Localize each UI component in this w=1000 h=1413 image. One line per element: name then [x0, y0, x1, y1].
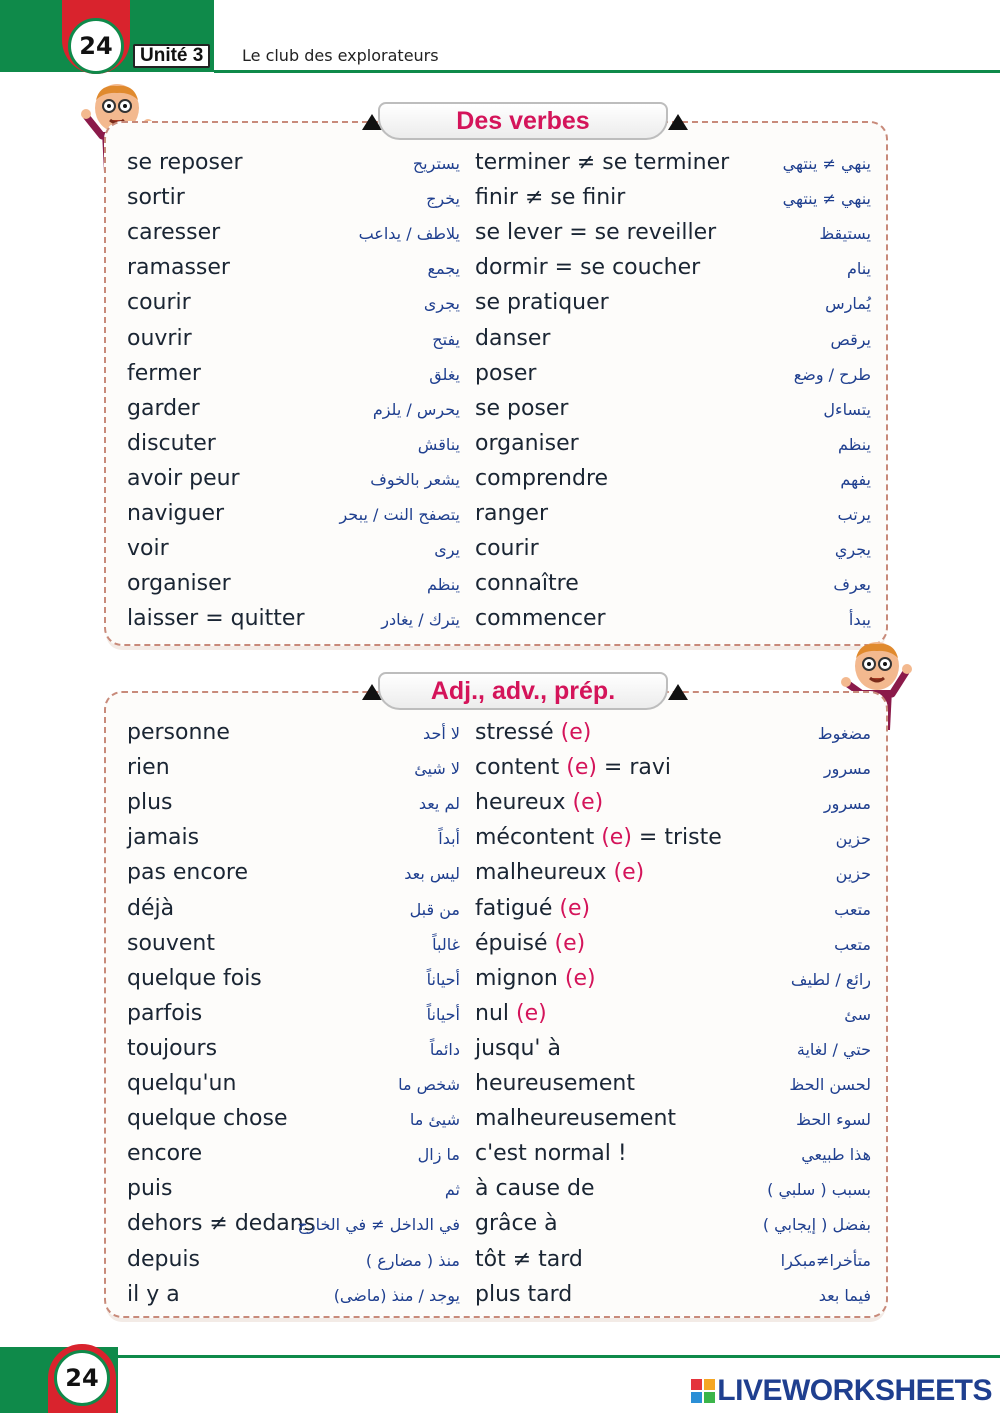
word-arabic-right: لسوء الحظ: [796, 1110, 871, 1130]
verb-french-left: [127, 253, 230, 283]
verb-arabic-left: يلاطف / يداعب: [358, 224, 460, 244]
french-text: malheureux: [475, 860, 614, 886]
footer-divider: [118, 1355, 1000, 1358]
word-french-left: [127, 1174, 172, 1204]
word-arabic-right: حزين: [835, 864, 871, 884]
verb-french-left: [127, 604, 304, 634]
word-french-left: [127, 1034, 217, 1064]
word-arabic-left: في الداخل ≠ في الخارج: [297, 1215, 460, 1235]
verb-arabic-right: ينام: [846, 259, 871, 279]
verb-french-left: [127, 218, 220, 248]
word-french-left: [127, 788, 172, 818]
word-arabic-right: فيما بعد: [818, 1285, 871, 1305]
word-arabic-left: أبداً: [438, 829, 460, 849]
word-arabic-left: من قبل: [409, 899, 460, 919]
word-arabic-left: لا شيئ: [414, 759, 460, 779]
word-french-left: [127, 858, 248, 888]
word-arabic-left: ليس بعد: [404, 864, 460, 884]
verb-french-left: [127, 288, 191, 318]
verb-arabic-left: يجمع: [427, 259, 460, 279]
word-arabic-right: متعب: [834, 934, 871, 954]
french-text: souvent: [127, 930, 215, 956]
verb-french-right: [475, 218, 716, 248]
word-french-left: [127, 1104, 288, 1134]
french-text: se pratiquer: [475, 290, 609, 316]
feminine-marker: (e): [560, 720, 592, 745]
liveworksheets-logo[interactable]: [691, 1374, 992, 1408]
verb-arabic-right: ينظم: [837, 434, 871, 454]
french-text: nul: [475, 1000, 516, 1026]
liveworksheets-brand: LIVEWORKSHEETS: [717, 1374, 992, 1407]
french-text: ranger: [475, 501, 549, 526]
word-arabic-right: مسرور: [823, 759, 871, 779]
word-french-right: [475, 858, 644, 888]
french-text: pas encore: [127, 860, 249, 886]
french-text: connaître: [475, 571, 579, 597]
banner-right-triangle: [668, 684, 688, 700]
french-text: comprendre: [475, 465, 609, 491]
verb-arabic-right: يستيقظ: [819, 224, 871, 244]
verb-french-right: [475, 359, 536, 389]
french-text: quelqu'un: [127, 1071, 237, 1096]
word-arabic-left: شيئ ما: [409, 1110, 460, 1130]
liveworksheets-icon: [691, 1379, 715, 1403]
word-french-right: [475, 1174, 595, 1204]
verb-arabic-left: يحرس / يلزم: [372, 399, 460, 419]
french-text: mécontent: [475, 825, 602, 851]
word-arabic-right: سئ: [844, 1004, 871, 1024]
french-text: depuis: [127, 1246, 200, 1272]
french-text: stressé: [475, 720, 561, 745]
verb-arabic-right: يرتب: [837, 505, 871, 524]
french-text: jusqu' à: [475, 1035, 561, 1061]
word-french-left: [127, 823, 199, 853]
unit-label: Unité 3: [133, 44, 210, 68]
word-arabic-right: بسبب ( سلبي ): [767, 1180, 871, 1200]
word-french-left: [127, 753, 170, 783]
feminine-marker: (e): [613, 860, 645, 886]
verb-french-left: [127, 324, 192, 354]
feminine-marker: (e): [572, 790, 604, 816]
french-text: encore: [127, 1141, 203, 1167]
word-arabic-right: مسرور: [823, 794, 871, 814]
french-text: courir: [127, 290, 191, 316]
unit-subtitle: Le club des explorateurs: [242, 46, 439, 65]
french-text: courir: [475, 536, 539, 562]
french-text: heureux: [475, 790, 573, 816]
word-arabic-left: ما زال: [417, 1145, 460, 1165]
french-text: dehors ≠ dedans: [127, 1211, 316, 1237]
french-text: mignon: [475, 965, 565, 991]
word-french-left: [127, 999, 202, 1029]
french-text: danser: [475, 325, 551, 351]
verbs-title: Des verbes: [378, 102, 668, 140]
adj-adv-prep-title: Adj., adv., prép.: [378, 672, 668, 710]
french-text: quelque fois: [127, 965, 262, 991]
verb-arabic-left: ينظم: [426, 575, 460, 595]
verb-french-right: [475, 324, 550, 354]
french-text: quelque chose: [127, 1106, 288, 1132]
french-text: plus tard: [475, 1281, 573, 1307]
word-french-right: [475, 823, 722, 853]
french-text: à cause de: [475, 1176, 595, 1202]
french-text: tôt ≠ tard: [475, 1246, 583, 1272]
verb-arabic-right: يبدأ: [848, 610, 871, 630]
word-french-right: [475, 753, 671, 783]
verb-french-left: [127, 569, 231, 599]
verb-french-right: [475, 499, 548, 529]
verb-french-left: [127, 499, 224, 529]
word-french-right: [475, 1069, 635, 1099]
french-text: se poser: [475, 395, 569, 421]
word-arabic-right: رائع / لطيف: [790, 969, 871, 989]
verb-french-left: [127, 464, 240, 494]
verb-arabic-right: يجري: [834, 540, 871, 560]
french-text: sortir: [127, 185, 185, 211]
word-french-right: [475, 1034, 561, 1064]
verb-french-left: [127, 534, 169, 564]
word-french-left: [127, 964, 262, 994]
french-text: organiser: [475, 430, 579, 456]
verb-french-left: [127, 429, 216, 459]
verb-arabic-right: يفهم: [840, 469, 871, 489]
french-text: ramasser: [127, 255, 230, 281]
word-arabic-right: متعب: [834, 899, 871, 919]
french-text: plus: [127, 790, 173, 816]
word-french-left: [127, 894, 174, 924]
french-text: finir ≠ se finir: [475, 185, 626, 211]
french-text: content: [475, 755, 567, 781]
word-arabic-right: حزين: [835, 829, 871, 849]
french-text: commencer: [475, 606, 606, 632]
verb-arabic-right: يتساءل: [823, 399, 871, 419]
french-text: ouvrir: [127, 325, 192, 351]
word-french-left: [127, 929, 215, 959]
french-text: organiser: [127, 571, 231, 597]
verb-arabic-right: ينهي ≠ ينتهي: [782, 154, 871, 173]
french-text: puis: [127, 1176, 173, 1202]
verb-arabic-left: يخرج: [426, 189, 460, 209]
word-arabic-left: غالباً: [432, 934, 460, 954]
verb-french-right: [475, 288, 609, 318]
feminine-marker: (e): [554, 930, 586, 956]
word-french-left: [127, 1209, 315, 1239]
verb-arabic-left: يناقش: [417, 434, 460, 454]
french-text: naviguer: [127, 501, 225, 526]
verb-french-right: [475, 148, 729, 178]
feminine-marker: (e): [564, 965, 596, 991]
word-arabic-left: أحياناً: [426, 1004, 460, 1024]
word-french-left: [127, 1069, 236, 1099]
word-french-right: [475, 894, 590, 924]
verb-french-right: [475, 429, 579, 459]
verb-french-right: [475, 534, 539, 564]
french-text: c'est normal !: [475, 1141, 627, 1167]
french-text: heureusement: [475, 1071, 635, 1096]
french-text: discuter: [127, 430, 216, 456]
french-text: = ravi: [596, 755, 672, 781]
verb-arabic-right: ينهي ≠ ينتهي: [782, 189, 871, 209]
french-text: laisser = quitter: [127, 606, 305, 632]
verb-arabic-left: يغلق: [429, 364, 460, 384]
french-text: poser: [475, 360, 537, 386]
word-french-right: [475, 1245, 583, 1275]
word-arabic-right: متأخرا≠مبكرا: [780, 1250, 871, 1270]
verb-arabic-left: يجرى: [423, 294, 460, 314]
verb-arabic-left: يفتح: [432, 329, 460, 349]
verb-french-right: [475, 464, 608, 494]
word-arabic-right: هذا طبيعي: [801, 1145, 871, 1165]
word-french-left: [127, 718, 230, 748]
french-text: fermer: [127, 360, 201, 386]
word-arabic-left: لا أحد: [423, 724, 460, 743]
verb-french-right: [475, 394, 568, 424]
word-arabic-left: لم يعد: [418, 794, 460, 814]
french-text: dormir = se coucher: [475, 255, 701, 281]
word-arabic-left: أحياناً: [426, 969, 460, 989]
french-text: il y a: [127, 1281, 180, 1307]
footer-page-number: 24: [54, 1350, 110, 1406]
feminine-marker: (e): [566, 755, 597, 781]
word-arabic-right: حتي / لغاية: [796, 1039, 871, 1059]
verb-french-right: [475, 604, 606, 634]
french-text: garder: [127, 395, 200, 421]
word-french-right: [475, 788, 603, 818]
word-french-right: [475, 964, 596, 994]
verb-arabic-right: يُمارس: [825, 294, 871, 314]
banner-right-triangle: [668, 114, 688, 130]
verb-arabic-right: يعرف: [833, 575, 871, 595]
french-text: se reposer: [127, 150, 243, 175]
word-french-right: [475, 1139, 627, 1169]
verb-arabic-left: يشعر بالخوف: [370, 469, 460, 489]
word-arabic-left: ثم: [444, 1180, 460, 1200]
verb-arabic-left: يتصفح النت / يبحر: [339, 505, 460, 524]
word-french-right: [475, 929, 585, 959]
word-french-left: [127, 1245, 200, 1275]
verb-arabic-left: يرى: [434, 540, 460, 560]
verb-arabic-right: طرح / وضع: [793, 364, 871, 384]
verb-french-left: [127, 148, 243, 178]
word-arabic-left: دائماً: [429, 1039, 460, 1059]
french-text: jamais: [127, 825, 200, 851]
french-text: voir: [127, 536, 169, 562]
word-french-right: [475, 1209, 558, 1239]
header-divider: [214, 70, 1000, 73]
feminine-marker: (e): [601, 825, 632, 851]
verb-french-right: [475, 253, 700, 283]
verb-french-right: [475, 183, 625, 213]
verb-arabic-left: يستريح: [412, 154, 460, 173]
french-text: personne: [127, 720, 230, 745]
word-arabic-right: مضغوط: [817, 724, 871, 743]
french-text: rien: [127, 755, 170, 781]
verb-french-left: [127, 183, 185, 213]
verb-arabic-right: يرقص: [830, 329, 871, 349]
feminine-marker: (e): [516, 1000, 547, 1026]
french-text: déjà: [127, 895, 175, 921]
french-text: parfois: [127, 1000, 203, 1026]
header-page-number: 24: [68, 18, 124, 74]
french-text: épuisé: [475, 930, 555, 956]
word-arabic-left: يوجد / منذ (ماضى): [333, 1285, 460, 1305]
word-french-right: [475, 718, 591, 748]
verb-french-left: [127, 394, 200, 424]
french-text: fatigué: [475, 895, 560, 921]
verb-french-left: [127, 359, 201, 389]
word-arabic-left: شخص ما: [398, 1075, 460, 1094]
verb-french-right: [475, 569, 579, 599]
french-text: avoir peur: [127, 465, 240, 491]
word-arabic-right: بفضل ( إيجابي ): [762, 1215, 871, 1235]
verb-arabic-left: يترك / يغادر: [381, 610, 460, 630]
word-french-left: [127, 1139, 202, 1169]
french-text: malheureusement: [475, 1106, 677, 1132]
french-text: se lever = se reveiller: [475, 220, 717, 246]
french-text: grâce à: [475, 1211, 558, 1237]
word-french-left: [127, 1280, 180, 1310]
word-arabic-right: لحسن الحظ: [789, 1075, 871, 1094]
french-text: toujours: [127, 1035, 218, 1061]
french-text: terminer ≠ se terminer: [475, 150, 730, 175]
word-arabic-left: منذ ( مضارع ): [365, 1250, 460, 1270]
word-french-right: [475, 999, 547, 1029]
feminine-marker: (e): [559, 895, 591, 921]
french-text: = triste: [631, 825, 722, 851]
word-french-right: [475, 1104, 676, 1134]
french-text: caresser: [127, 220, 221, 246]
word-french-right: [475, 1280, 572, 1310]
